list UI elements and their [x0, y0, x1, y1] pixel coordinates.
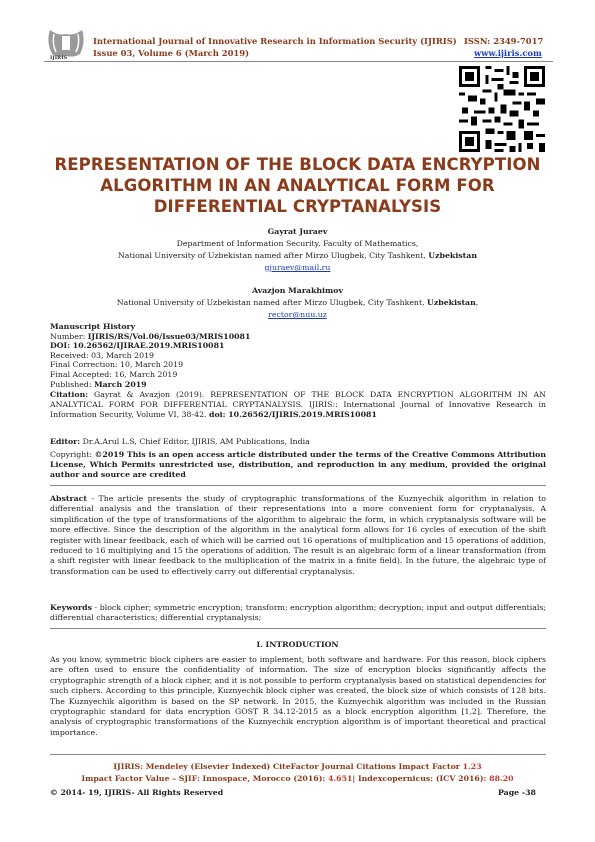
author-name: Gayrat Juraev [267, 227, 328, 236]
divider [50, 485, 546, 486]
intro-paragraph: As you know, symmetric block ciphers are easier to implement, both software and hardware. For this reason, block ciphers are often used to ensure the confidentiality of information. The size of encryption blocks significantly affects the cryptographic strength of a block cipher, and it is not possible to perform cryptanalysis based on statistical dependencies for such ciphers. According to this principle, Kuznyechik block cipher was created, the block size of which consists of 128 bits. The Kuznyechik algorithm is based on the SP network. In 2015, the Kuznyechik algorithm was included in the Russian cryptographic standard for data encryption GOST R 34.12-2015 as a block encryption algorithm [1,2]. Therefore, the analysis of cryptographic transformations of the Kuznyechik encryption algorithm is of important theoretical and practical importance. [50, 655, 546, 737]
title-line: ALGORITHM IN AN ANALYTICAL FORM FOR [100, 176, 495, 195]
journal-url-link[interactable]: www.ijiris.com [474, 48, 542, 58]
history-doi: DOI: 10.26562/IJIRAE.2019.MRIS10081 [50, 341, 225, 351]
country: Uzbekistan [427, 298, 476, 307]
copyright-notice: Copyright: ©2019 This is an open access article distributed under the terms of the Creative Commons Attribution License, Which Permits unrestricted use, distribution, and reproduction in any medium, provided the original author and source are credited [50, 450, 546, 480]
issue-info: Issue 03, Volume 6 (March 2019) [93, 48, 250, 58]
section-heading: I. INTRODUCTION [256, 640, 339, 649]
divider [50, 628, 546, 629]
issn: ISSN: 2349-7017 [464, 36, 544, 46]
keywords: Keywords - block cipher; symmetric encryption; transform; encryption algorithm; decryption; input and output differentials; differential characteristics; differential cryptanalysis; [50, 603, 546, 623]
qr-code-icon[interactable] [459, 66, 545, 152]
affiliation: National University of Uzbekistan named after Mirzo Ulugbek, City Tashkent, Uzbekistan, [116, 298, 479, 307]
author-name: Avazjon Marakhimov [251, 286, 343, 295]
footer-copyright: © 2014- 19, IJIRIS- All Rights Reserved [50, 788, 224, 797]
title-line: REPRESENTATION OF THE BLOCK DATA ENCRYPTION [54, 155, 541, 174]
footer-impact-line: IJIRIS: Mendeley (Elsevier Indexed) CiteFactor Journal Citations Impact Factor 1.23 [113, 762, 482, 771]
history-final-accepted: Final Accepted: 16, March 2019 [50, 369, 178, 379]
author-block-2 [0, 285, 595, 321]
history-received: Received: 03, March 2019 [50, 350, 155, 360]
manuscript-history [50, 322, 250, 389]
author-email-link[interactable]: rector@nuu.uz [268, 310, 327, 319]
footer-divider [50, 754, 546, 755]
affiliation-text: National University of Uzbekistan named after Mirzo Ulugbek, City Tashkent, [116, 298, 428, 307]
journal-name: International Journal of Innovative Research in Information Security (IJIRIS) [93, 36, 457, 46]
header-divider [44, 61, 553, 62]
history-published: Published: March 2019 [50, 379, 147, 389]
affiliation: Department of Information Security, Faculty of Mathematics, [176, 239, 419, 248]
history-number: Number: IJIRIS/RS/Vol.06/Issue03/MRIS10081 [50, 331, 251, 341]
paper-title [30, 154, 565, 217]
affiliation [0, 250, 595, 262]
country: Uzbekistan [428, 251, 477, 260]
title-line: DIFFERENTIAL CRYPTANALYSIS [153, 197, 442, 216]
affiliation-text: National University of Uzbekistan named after Mirzo Ulugbek, City Tashkent, [117, 251, 429, 260]
history-heading: Manuscript History [50, 322, 136, 331]
abstract: Abstract - The article presents the study of cryptographic transformations of the Kuznyechik algorithm in relation to differential analysis and the translation of their representations into a more convenient form for cryptanalysis. A simplification of the type of transformations of the algorithm to algebraic the form, in which cryptanalysis software will be more effective. Since the description of the algorithm in the analytical form allows for 16 cycles of execution of the shift register with linear feedback, each of which will be carried out 16 operations of multiplication and 15 operations of addition, reduced to 16 multiplying and 15 the operations of addition. The result is an algebraic form of a linear transformation (from a shift register with linear feedback to the multiplication of the matrix in a finite field). In the future, the algebraic type of transformation can be used to effectively carry out differential cryptanalysis. [50, 494, 546, 576]
citation: Citation: Gayrat & Avazjon (2019). REPRESENTATION OF THE BLOCK DATA ENCRYPTION ALGORITHM IN AN ANALYTICAL FORM FOR DIFFERENTIAL CRYPTANALYSIS. IJIRIS:: International Journal of Innovative Research in Information Security, Volume VI, 38-42. doi: 10.26562/IJIRIS.2019.MRIS10081 [50, 390, 546, 420]
logo-text: IJIRIS [50, 55, 68, 61]
author-email-link[interactable]: gjuraev@mail.ru [264, 263, 331, 272]
history-final-correction: Final Correction: 10, March 2019 [50, 360, 184, 370]
footer-index-line: Impact Factor Value – SJIF: Innospace, Morocco (2016): 4.651| Indexcopernicus: (ICV 2016): 88.20 [81, 774, 514, 783]
author-block-1 [0, 226, 595, 274]
page-number: Page -38 [498, 788, 536, 797]
editor: Editor: Dr.A.Arul L.S, Chief Editor, IJIRIS, AM Publications, India [50, 437, 310, 446]
